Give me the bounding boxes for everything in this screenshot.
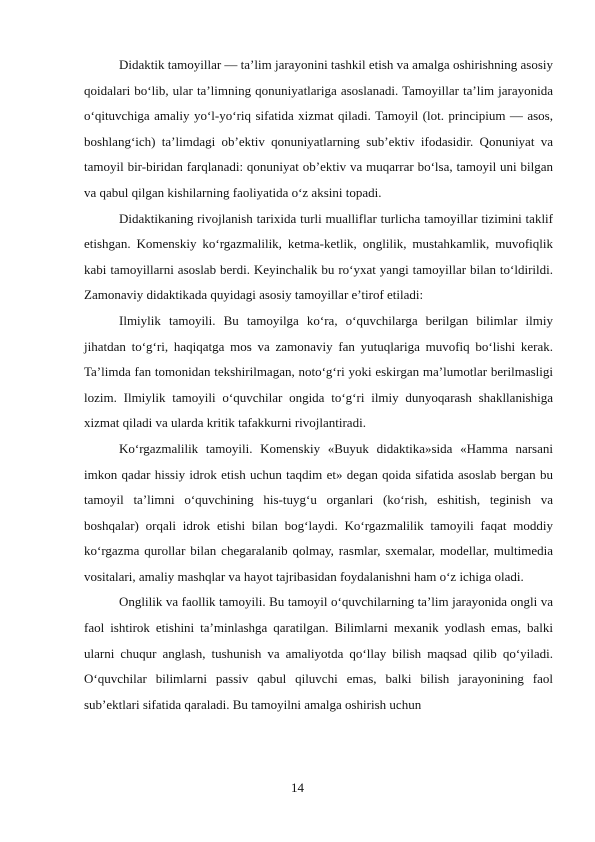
page-number: 14 — [291, 780, 304, 795]
document-body — [84, 52, 553, 717]
paragraph-visual-principle: Ko‘rgazmalilik tamoyili. Komenskiy «Buyuk didaktika»sida «Hamma narsani imkon qadar hissiy idrok etish uchun taqdim et» degan qoida sifatida asoslab bergan bu tamoyil ta’limni o‘quvchining his-tuyg‘u organlari (ko‘rish, eshitish, teginish va boshqalar) orqali idrok etishi bilan bog‘laydi. Ko‘rgazmalilik tamoyili faqat moddiy ko‘rgazma qurollar bilan chegaralanib qolmay, rasmlar, sxemalar, modellar, multimedia vositalari, amaliy mashqlar va hayot tajribasidan foydalanishni ham o‘z ichiga oladi. — [84, 440, 553, 584]
paragraph-consciousness-principle: Onglilik va faollik tamoyili. Bu tamoyil o‘quvchilarning ta’lim jarayonida ongli va faol ishtirok etishini ta’minlashga qaratilgan. Bilimlarni mexanik yodlash emas, balki ularni chuqur anglash, tushunish va amaliyotda qo‘llay bilish maqsad qilib qo‘yiladi. O‘quvchilar bilimlarni passiv qabul qiluvchi emas, balki bilish jarayonining faol sub’ektlari sifatida qaraladi. Bu tamoyilni amalga oshirish uchun — [84, 594, 553, 712]
paragraph-scientific-principle: Ilmiylik tamoyili. Bu tamoyilga ko‘ra, o‘quvchilarga berilgan bilimlar ilmiy jihatdan to‘g‘ri, haqiqatga mos va zamonaviy fan yutuqlariga muvofiq bo‘lishi kerak. Ta’limda fan tomonidan tekshirilmagan, noto‘g‘ri yoki eskirgan ma’lumotlar berilmasligi lozim. Ilmiylik tamoyili o‘quvchilar ongida to‘g‘ri ilmiy dunyoqarash shakllanishiga xizmat qiladi va ularda kritik tafakkurni rivojlantiradi. — [84, 312, 553, 431]
paragraph-history: Didaktikaning rivojlanish tarixida turli mualliflar turlicha tamoyillar tizimini taklif etishgan. Komenskiy ko‘rgazmalilik, ketma-ketlik, onglilik, mustahkamlik, muvofiqlik kabi tamoyillarni asoslab berdi. Keyinchalik bu ro‘yxat yangi tamoyillar bilan to‘ldirildi. Zamonaviy didaktikada quyidagi asosiy tamoyillar e’tirof etiladi: — [84, 210, 553, 303]
paragraph-didactic-principles: Didaktik tamoyillar — ta’lim jarayonini tashkil etish va amalga oshirishning asosiy qoidalari bo‘lib, ular ta’limning qonuniyatlariga asoslanadi. Tamoyillar ta’lim jarayonida o‘qituvchiga amaliy yo‘l-yo‘riq sifatida xizmat qiladi. Tamoyil (lot. principium — asos, boshlang‘ich) ta’limdagi ob’ektiv qonuniyatlarning sub’ektiv ifodasidir. Qonuniyat va tamoyil bir-biridan farqlanadi: qonuniyat ob’ektiv va muqarrar bo‘lsa, tamoyil uni bilgan va qabul qilgan kishilarning faoliyatida o‘z aksini topadi. — [84, 57, 553, 200]
